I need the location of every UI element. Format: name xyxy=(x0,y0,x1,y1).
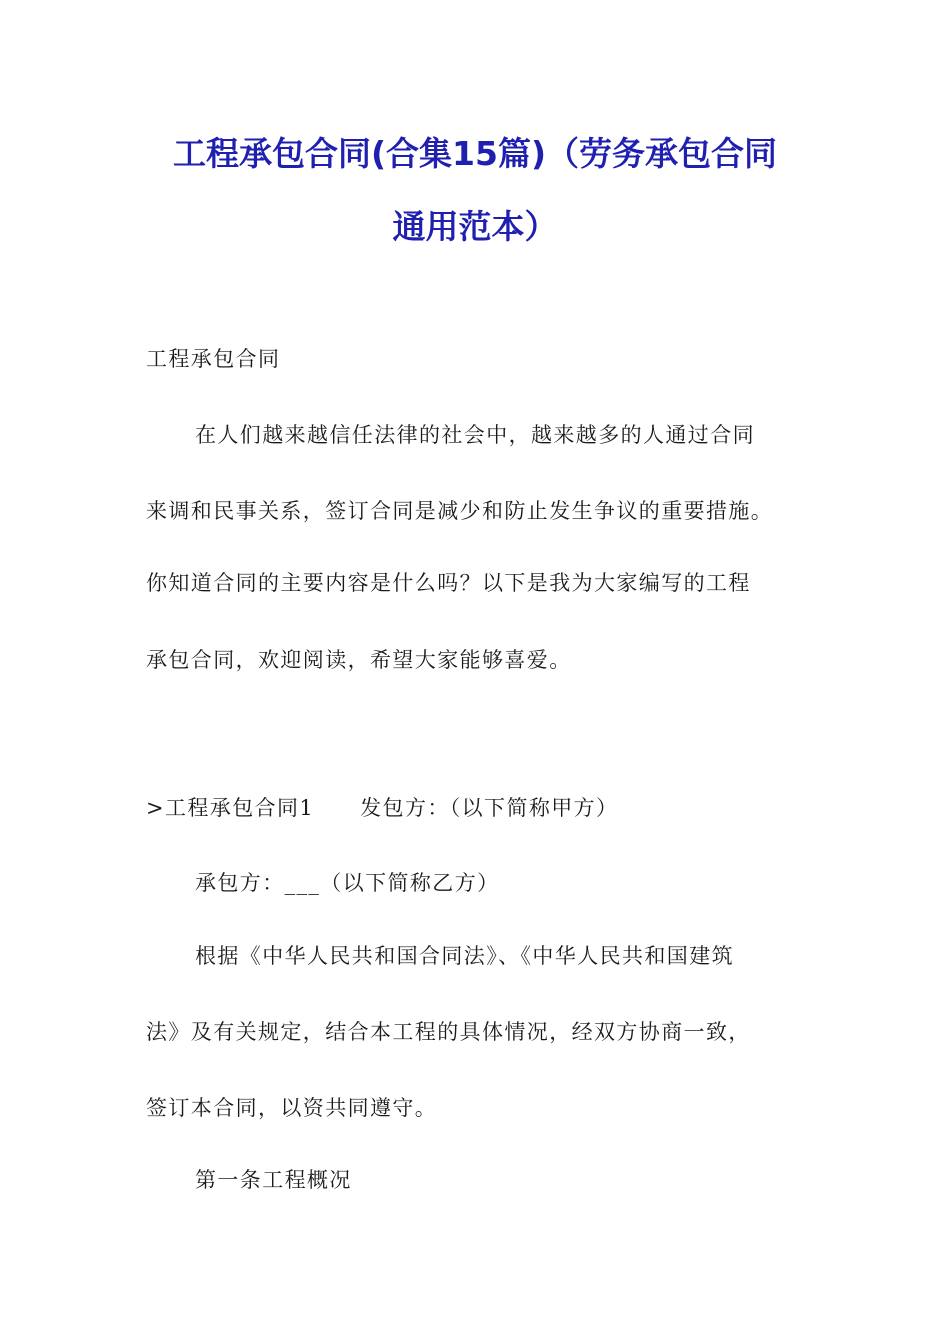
basis-paragraph-line: 法》及有关规定，结合本工程的具体情况，经双方协商一致， xyxy=(146,1020,751,1044)
intro-paragraph-line: 在人们越来越信任法律的社会中，越来越多的人通过合同 xyxy=(195,423,755,447)
intro-paragraph-line: 来调和民事关系，签订合同是减少和防止发生争议的重要措施。 xyxy=(146,499,774,523)
party-b-line: 承包方：___（以下简称乙方） xyxy=(195,871,500,895)
intro-paragraph-line: 你知道合同的主要内容是什么吗？以下是我为大家编写的工程 xyxy=(146,571,751,595)
basis-paragraph-line: 签订本合同，以资共同遵守。 xyxy=(146,1096,438,1120)
article-1-heading: 第一条工程概况 xyxy=(195,1168,352,1192)
contract-1-heading: >工程承包合同1 xyxy=(146,796,315,820)
section-heading: 工程承包合同 xyxy=(146,347,281,371)
intro-paragraph-line: 承包合同，欢迎阅读，希望大家能够喜爱。 xyxy=(146,648,572,672)
contract-1-heading-row xyxy=(146,794,618,822)
party-a-line: 发包方：（以下简称甲方） xyxy=(360,796,619,820)
document-title-line-2: 通用范本） xyxy=(392,207,558,246)
document-title-line-1: 工程承包合同(合集15篇)（劳务承包合同 xyxy=(172,134,778,173)
basis-paragraph-line: 根据《中华人民共和国合同法》、《中华人民共和国建筑 xyxy=(195,944,734,968)
